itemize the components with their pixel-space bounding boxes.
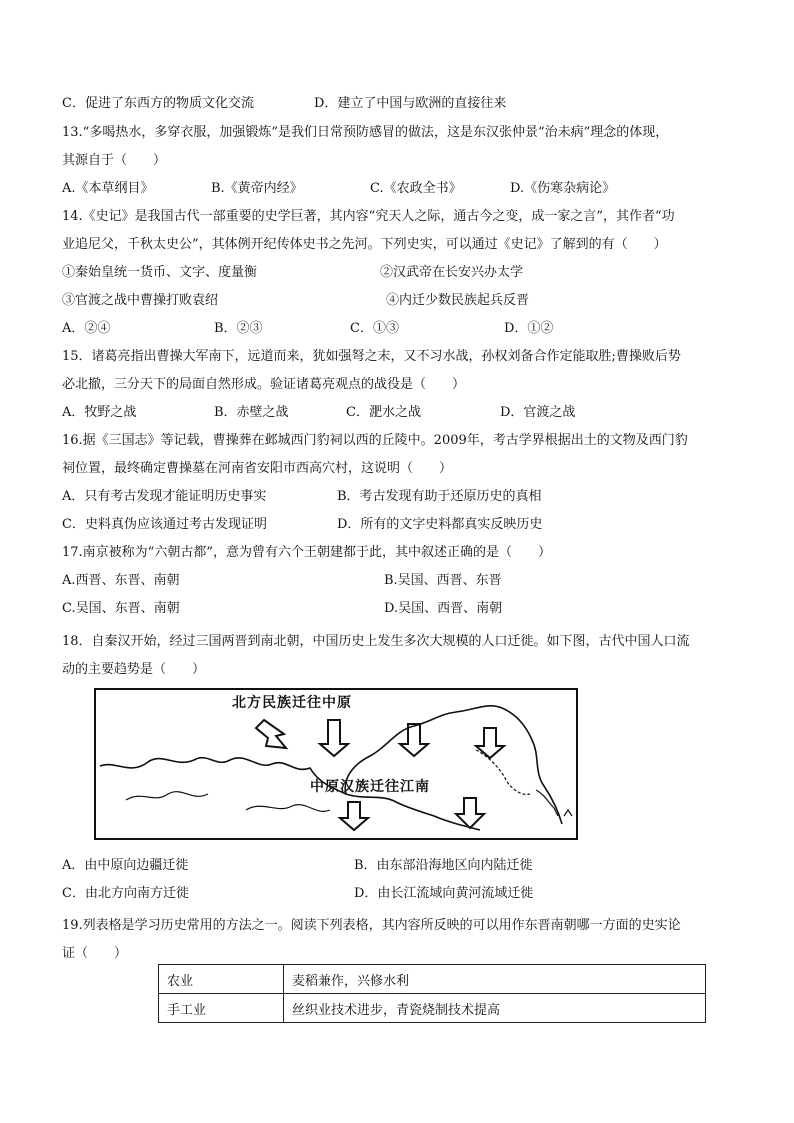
q12-option-d: D．建立了中国与欧洲的直接往来 <box>314 96 507 111</box>
q16-stem-line2: 祠位置，最终确定曹操墓在河南省安阳市西高穴村，这说明（ ） <box>62 461 453 476</box>
arrow-icon <box>400 724 428 756</box>
table-cell-field: 农业 <box>159 965 284 994</box>
q18-option-b: B．由东部沿海地区向内陆迁徙 <box>354 858 533 873</box>
q16-option-b: B．考古发现有助于还原历史的真相 <box>337 489 542 504</box>
arrow-icon <box>320 720 348 756</box>
q18-option-d: D．由长江流域向黄河流域迁徙 <box>354 886 534 901</box>
q19-stem-line2: 证（ ） <box>62 946 128 961</box>
q15-option-d: D．官渡之战 <box>500 405 576 420</box>
q15-stem-line2: 必北撤，三分天下的局面自然形成。验证诸葛亮观点的战役是（ ） <box>62 377 466 392</box>
q14-option-d: D．①② <box>504 321 554 336</box>
q13-option-c: C.《农政全书》 <box>370 181 462 196</box>
q13-stem-line1: 13.“多喝热水，多穿衣服，加强锻炼”是我们日常预防感冒的做法，这是东汉张仲景“治未病”理念的体现， <box>62 125 669 140</box>
q17-option-b: B.吴国、西晋、东晋 <box>384 573 502 588</box>
q18-stem-line1: 18．自秦汉开始，经过三国两晋到南北朝，中国历史上发生多次大规模的人口迁徙。如下图，古代中国人口流 <box>62 634 690 649</box>
map-label-north: 北方民族迁往中原 <box>232 695 352 711</box>
map-outline <box>96 690 576 838</box>
migration-map-figure <box>94 688 578 840</box>
q13-stem-line2: 其源自于（ ） <box>62 153 167 168</box>
table-row <box>159 965 706 994</box>
table-cell-field: 手工业 <box>159 994 284 1023</box>
q15-option-c: C．淝水之战 <box>346 405 421 420</box>
q14-item-1: ①秦始皇统一货币、文字、度量衡 <box>62 265 258 280</box>
table-cell-content: 丝织业技术进步，青瓷烧制技术提高 <box>284 994 706 1023</box>
q17-option-a: A.西晋、东晋、南朝 <box>62 573 180 588</box>
q12-option-c: C．促进了东西方的物质文化交流 <box>62 96 254 111</box>
q14-option-a: A．②④ <box>62 321 111 336</box>
arrow-icon <box>456 798 484 828</box>
q19-table <box>158 964 706 1023</box>
q14-option-b: B．②③ <box>214 321 263 336</box>
q16-stem-line1: 16.据《三国志》等记载，曹操葬在邺城西门豹祠以西的丘陵中。2009年，考古学界根据出土的文物及西门豹 <box>62 433 688 448</box>
q14-option-c: C．①③ <box>350 321 399 336</box>
table-row <box>159 994 706 1023</box>
q14-stem-line2: 业追尼父，千秋太史公”，其体例开纪传体史书之先河。下列史实，可以通过《史记》了解到的有（ ） <box>62 237 667 252</box>
arrow-icon <box>476 728 504 758</box>
q13-option-d: D.《伤寒杂病论》 <box>510 181 616 196</box>
q16-option-c: C．史料真伪应该通过考古发现证明 <box>62 517 267 532</box>
arrow-icon <box>256 720 286 748</box>
q14-stem-line1: 14.《史记》是我国古代一部重要的史学巨著，其内容“究天人之际，通古今之变，成一家之言”，其作者“功 <box>62 209 675 224</box>
table-cell-content: 麦稻兼作，兴修水利 <box>284 965 706 994</box>
q17-option-d: D.吴国、西晋、南朝 <box>384 601 503 616</box>
q14-item-4: ④内迁少数民族起兵反晋 <box>386 293 530 308</box>
arrow-icon <box>340 802 368 830</box>
q14-item-2: ②汉武帝在长安兴办太学 <box>380 265 524 280</box>
q13-option-a: A.《本草纲目》 <box>62 181 154 196</box>
map-label-central: 中原汉族迁往江南 <box>310 779 430 795</box>
q13-option-b: B.《黄帝内经》 <box>211 181 303 196</box>
q15-option-a: A．牧野之战 <box>62 405 137 420</box>
q19-stem-line1: 19.列表格是学习历史常用的方法之一。阅读下列表格，其内容所反映的可以用作东晋南朝哪一方面的史实论 <box>62 918 681 933</box>
q15-option-b: B．赤壁之战 <box>214 405 289 420</box>
q15-stem-line1: 15．诸葛亮指出曹操大军南下，远道而来，犹如强弩之末，又不习水战，孙权刘备合作定能取胜;曹操败后势 <box>62 349 681 364</box>
q14-item-3: ③官渡之战中曹操打败袁绍 <box>62 293 219 308</box>
q16-option-a: A．只有考古发现才能证明历史事实 <box>62 489 267 504</box>
q17-stem: 17.南京被称为“六朝古都”，意为曾有六个王朝建都于此，其中叙述正确的是（ ） <box>62 545 551 560</box>
q18-stem-line2: 动的主要趋势是（ ） <box>62 662 206 677</box>
q18-option-a: A．由中原向边疆迁徙 <box>62 858 189 873</box>
q17-option-c: C.吴国、东晋、南朝 <box>62 601 180 616</box>
q18-option-c: C．由北方向南方迁徙 <box>62 886 189 901</box>
q16-option-d: D．所有的文字史料都真实反映历史 <box>337 517 543 532</box>
